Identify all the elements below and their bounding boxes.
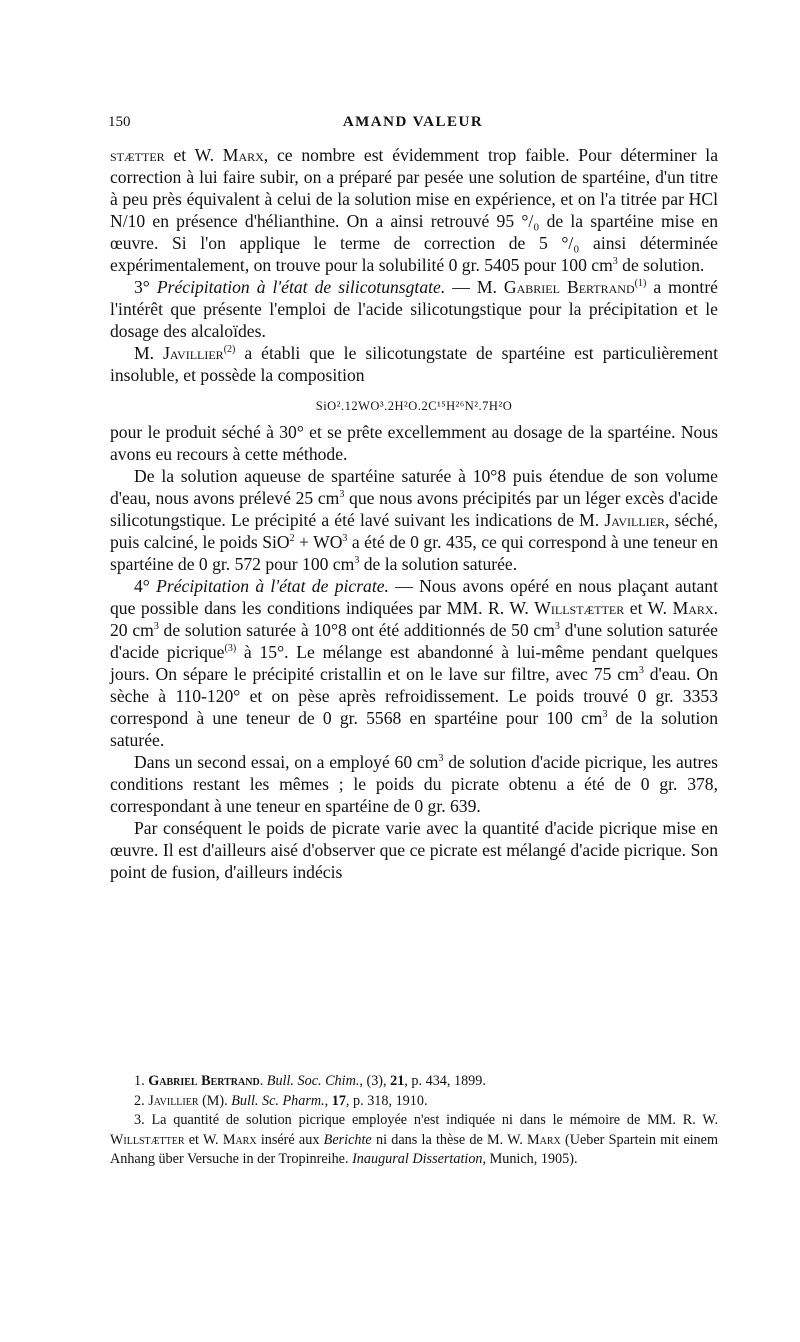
text-run: . 20 cm xyxy=(110,598,718,640)
journal-title: Berichte xyxy=(323,1131,372,1148)
paragraph-2 xyxy=(110,276,718,342)
volume-number: 17 xyxy=(331,1092,346,1109)
footnotes xyxy=(110,1072,718,1170)
text-run: , p. 318, 1910. xyxy=(345,1092,428,1109)
superscript: 3 xyxy=(638,665,644,677)
section-title: Précipitation à l'état de picrate. xyxy=(156,576,389,596)
author-name: Marx xyxy=(222,145,264,165)
text-run: d'eau. On sèche à 110-120° et on pèse après refroidissement. Le poids trouvé 0 gr. 3353 correspond à une teneur de 0 gr. 5568 en spartéine pour 100 cm xyxy=(110,664,718,728)
paragraph-4: pour le produit séché à 30° et se prête excellemment au dosage de la spartéine. Nous avons eu recours à cette méthode. xyxy=(110,422,718,464)
volume-number: 21 xyxy=(390,1073,405,1089)
superscript: 3 xyxy=(354,555,360,567)
text-run: a montré l'intérêt que présente l'emploi de l'acide silicotungstique pour la précipitation et le dosage des alcaloïdes. xyxy=(110,277,718,341)
text-run: , p. 434, 1899. xyxy=(404,1073,486,1089)
superscript: 2 xyxy=(289,533,295,545)
footnote-ref: (1) xyxy=(634,278,647,290)
thesis-title: Inaugural Dissertation xyxy=(352,1151,483,1167)
text-run: a établi que le silicotungstate de spartéine est particulièrement insoluble, et possède la composition xyxy=(110,343,718,385)
text-run: , xyxy=(324,1092,332,1109)
superscript: 3 xyxy=(153,621,159,633)
text-run: , (3), xyxy=(359,1073,391,1089)
paragraph-6 xyxy=(110,575,718,751)
paragraph-1 xyxy=(110,144,718,276)
superscript: 3 xyxy=(554,621,560,633)
text-run: de la solution saturée. xyxy=(110,708,718,750)
text-run: de la solution saturée. xyxy=(359,554,518,574)
superscript: 3 xyxy=(602,709,608,721)
text-run: — M. xyxy=(445,277,504,297)
author-name: Javillier xyxy=(148,1092,199,1109)
author-name: Willstætter xyxy=(534,598,625,618)
journal-title: Bull. Sc. Pharm. xyxy=(231,1092,325,1109)
text-run: que nous avons précipités par un léger excès d'acide silicotungstique. Le précipité a été lavé suivant les indications de M. xyxy=(110,488,718,530)
text-run: (M). xyxy=(198,1092,232,1109)
chemical-formula: SiO².12WO³.2H²O.2C¹⁵H²⁶N².7H²O xyxy=(315,399,513,413)
main-text xyxy=(110,144,718,883)
footnote-1 xyxy=(110,1072,718,1092)
text-run: — Nous avons opéré en nous plaçant autant que possible dans les conditions indiquées par MM. R. W. xyxy=(110,576,718,618)
section-number: 4° xyxy=(134,576,157,596)
author-name: Javillier xyxy=(604,510,665,530)
text-run: , ce nombre est évidemment trop faible. Pour déterminer la correction à lui faire subir, on a préparé par pesée une solution de spartéine, d'un titre à peu près équivalent à celui de la solution mise en expérience, et on l'a titrée par HCl N/10 en présence d'hélianthine. On a ainsi retrouvé 95 °/₀ de la spartéine mise en œuvre. Si l'on applique le terme de correction de 5 °/₀ ainsi déterminée expérimentalement, on trouve pour la solubilité 0 gr. 5405 pour 100 cm xyxy=(110,145,719,275)
text-run: inséré aux xyxy=(256,1131,324,1148)
footnote-number: 2. xyxy=(134,1092,149,1109)
text-run: M. xyxy=(134,343,164,363)
text-run: Dans un second essai, on a employé 60 cm xyxy=(134,752,439,772)
footnote-3 xyxy=(110,1111,718,1170)
text-run: De la solution aqueuse de spartéine saturée à 10°8 puis étendue de son volume d'eau, nous avons prélevé 25 cm xyxy=(110,466,718,508)
text-run: d'une solution saturée d'acide picrique xyxy=(110,620,718,662)
text-run: à 15°. Le mélange est abandonné à lui-même pendant quelques jours. On sépare le précipité cristallin et on le lave sur filtre, avec 75 cm xyxy=(110,642,719,684)
superscript: 3 xyxy=(342,533,348,545)
footnote-number: 3. xyxy=(134,1112,152,1128)
page-number: 150 xyxy=(108,114,131,130)
text-run: de solution d'acide picrique, les autres conditions restant les mêmes ; le poids du picrate obtenu a été de 0 gr. 378, correspondant à une teneur en spartéine de 0 gr. 639. xyxy=(110,752,718,816)
text-run: (Ueber Spartein mit einem Anhang über Versuche in der Tropinreihe. xyxy=(110,1131,718,1167)
superscript: 3 xyxy=(438,753,444,765)
text-run: et W. xyxy=(164,145,223,165)
paragraph-3 xyxy=(110,342,718,386)
author-name: Willstætter xyxy=(110,1131,185,1148)
author-name: stætter xyxy=(110,145,165,165)
text-run: ni dans la thèse de M. W. xyxy=(371,1131,528,1148)
footnote-number: 1. xyxy=(134,1073,149,1089)
footnote-ref: (3) xyxy=(224,643,237,655)
text-run: et W. xyxy=(624,598,673,618)
text-run: , séché, puis calciné, le poids SiO xyxy=(110,510,718,552)
text-run: + WO xyxy=(294,532,343,552)
superscript: 3 xyxy=(612,256,618,268)
superscript: 3 xyxy=(339,489,345,501)
journal-title: Bull. Soc. Chim. xyxy=(266,1073,360,1089)
page-header xyxy=(108,114,718,136)
author-name: Gabriel Bertrand xyxy=(503,277,635,297)
text-run: , Munich, 1905). xyxy=(482,1151,578,1167)
section-title: Précipitation à l'état de silicotunsgtate. xyxy=(156,277,446,297)
text-run: La quantité de solution picrique employée n'est indiquée ni dans le mémoire de MM. R. W. xyxy=(151,1112,718,1128)
text-run: de solution. xyxy=(617,255,705,275)
text-run: de solution saturée à 10°8 ont été additionnés de 50 cm xyxy=(158,620,555,640)
author-name: Marx xyxy=(672,598,714,618)
text-run: et W. xyxy=(184,1131,223,1148)
author-name: Marx xyxy=(222,1131,257,1148)
author-name: Javillier xyxy=(163,343,224,363)
text-run: . xyxy=(259,1073,267,1089)
footnote-2 xyxy=(110,1092,718,1112)
paragraph-8: Par conséquent le poids de picrate varie avec la quantité d'acide picrique mise en œuvre. Il est d'ailleurs aisé d'observer que ce picrate est mélangé d'acide picrique. Son point de fusion, d'ailleurs indécis xyxy=(110,818,718,882)
section-number: 3° xyxy=(134,277,157,297)
text-run: a été de 0 gr. 435, ce qui correspond à une teneur en spartéine de 0 gr. 572 pour 100 cm xyxy=(110,532,719,574)
author-name: Gabriel Bertrand xyxy=(148,1073,260,1089)
paragraph-7 xyxy=(110,751,718,817)
paragraph-5 xyxy=(110,465,718,575)
author-name: Marx xyxy=(527,1131,561,1148)
running-title: AMAND VALEUR xyxy=(342,114,484,130)
footnote-ref: (2) xyxy=(223,344,236,356)
